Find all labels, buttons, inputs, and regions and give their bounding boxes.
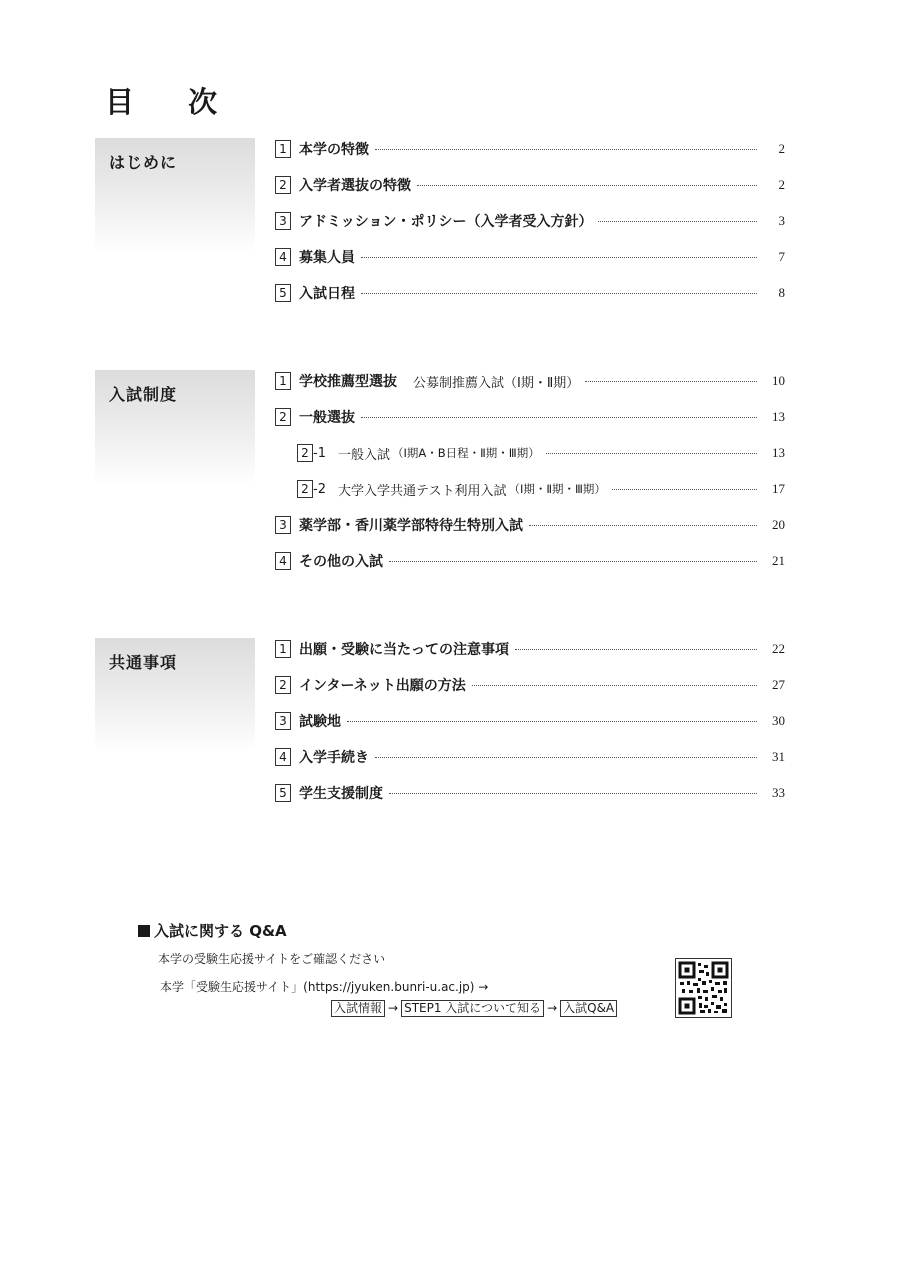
item-title: 募集人員: [299, 250, 355, 266]
toc-subitem[interactable]: [297, 442, 785, 464]
dot-leader: [546, 452, 757, 454]
arrow-right-icon: →: [388, 1001, 399, 1015]
qa-title: 入試に関する Q&A: [138, 920, 287, 941]
item-suffix: -2: [313, 481, 326, 497]
page-number: 27: [772, 677, 785, 692]
item-number: 1: [275, 140, 291, 158]
toc-item[interactable]: [275, 282, 785, 304]
toc-item[interactable]: [275, 674, 785, 696]
dot-leader: [361, 256, 757, 258]
item-number: 5: [275, 284, 291, 302]
toc-item[interactable]: [275, 746, 785, 768]
item-number: 2: [275, 176, 291, 194]
dot-leader: [472, 684, 757, 686]
section-introduction: [95, 138, 795, 318]
page-number: 3: [778, 213, 785, 228]
item-title: その他の入試: [299, 554, 383, 570]
toc-item[interactable]: [275, 138, 785, 160]
dot-leader: [389, 560, 757, 562]
page-number: 21: [772, 553, 785, 568]
page-number: 2: [778, 177, 785, 192]
toc-item[interactable]: [275, 782, 785, 804]
item-title: 入学手続き: [299, 750, 369, 766]
path-step-1[interactable]: STEP1 入試について知る: [401, 1000, 544, 1017]
path-step-admission-info[interactable]: 入試情報: [331, 1000, 385, 1017]
item-title: 学生支援制度: [299, 786, 383, 802]
item-number: 3: [275, 712, 291, 730]
item-number: 4: [275, 748, 291, 766]
page-number: 8: [778, 285, 785, 300]
toc-item[interactable]: [275, 370, 785, 392]
page-number: 31: [772, 749, 785, 764]
dot-leader: [612, 488, 757, 490]
page-number: 17: [772, 481, 785, 496]
item-note: （Ⅰ期A・B日程・Ⅱ期・Ⅲ期）: [391, 446, 540, 460]
item-title: 入試日程: [299, 286, 355, 302]
arrow-right-icon: →: [547, 1001, 558, 1015]
item-title: アドミッション・ポリシー（入学者受入方針）: [299, 214, 593, 230]
toc-subitem[interactable]: [297, 478, 785, 500]
item-number: 2: [297, 480, 313, 498]
dot-leader: [375, 756, 757, 758]
item-number: 5: [275, 784, 291, 802]
item-title: 本学の特徴: [299, 142, 369, 158]
dot-leader: [361, 416, 757, 418]
item-title: 試験地: [299, 714, 341, 730]
page-number: 13: [772, 445, 785, 460]
item-number: 3: [275, 212, 291, 230]
dot-leader: [515, 648, 757, 650]
qa-navigation-path: [331, 1000, 617, 1017]
qa-site-link[interactable]: 本学「受験生応援サイト」(https://jyuken.bunri-u.ac.jp) →: [160, 980, 489, 994]
section-label: はじめに: [95, 138, 255, 253]
item-title: 大学入学共通テスト利用入試: [337, 483, 507, 499]
toc-item[interactable]: [275, 174, 785, 196]
qa-section: [138, 920, 738, 1030]
page-number: 7: [778, 249, 785, 264]
item-title: インターネット出願の方法: [299, 678, 466, 694]
item-suffix: -1: [313, 445, 326, 461]
toc-item[interactable]: [275, 710, 785, 732]
path-step-qa[interactable]: 入試Q&A: [560, 1000, 617, 1017]
dot-leader: [529, 524, 757, 526]
dot-leader: [389, 792, 757, 794]
item-number: 1: [275, 640, 291, 658]
page-number: 22: [772, 641, 785, 656]
section-admission-system: [95, 370, 795, 580]
page-number: 10: [772, 373, 785, 388]
item-number: 3: [275, 516, 291, 534]
item-number: 2: [275, 408, 291, 426]
item-title: 一般入試: [337, 447, 390, 463]
item-number: 1: [275, 372, 291, 390]
section-label: 共通事項: [95, 638, 255, 753]
page-title: 目 次: [105, 85, 240, 119]
item-title: 学校推薦型選抜: [299, 374, 397, 390]
page-number: 30: [772, 713, 785, 728]
dot-leader: [361, 292, 757, 294]
toc-item[interactable]: [275, 210, 785, 232]
dot-leader: [375, 148, 757, 150]
item-number: 4: [275, 552, 291, 570]
toc-item[interactable]: [275, 638, 785, 660]
qa-instruction: 本学の受験生応援サイトをご確認ください: [158, 952, 386, 966]
dot-leader: [417, 184, 757, 186]
section-common-matters: [95, 638, 795, 818]
item-title: 入学者選抜の特徴: [299, 178, 411, 194]
toc-item[interactable]: [275, 514, 785, 536]
dot-leader: [585, 380, 757, 382]
item-number: 2: [297, 444, 313, 462]
item-title: 出願・受験に当たっての注意事項: [299, 642, 509, 658]
item-title: 薬学部・香川薬学部特待生特別入試: [299, 518, 523, 534]
dot-leader: [347, 720, 757, 722]
toc-item[interactable]: [275, 406, 785, 428]
dot-leader: [598, 220, 757, 222]
item-number: 4: [275, 248, 291, 266]
page-number: 2: [778, 141, 785, 156]
item-note: 公募制推薦入試（Ⅰ期・Ⅱ期）: [413, 375, 580, 391]
toc-item[interactable]: [275, 550, 785, 572]
page-number: 33: [772, 785, 785, 800]
section-label: 入試制度: [95, 370, 255, 485]
toc-item[interactable]: [275, 246, 785, 268]
qr-code-icon[interactable]: [675, 958, 732, 1018]
item-title: 一般選抜: [299, 410, 355, 426]
item-note: （Ⅰ期・Ⅱ期・Ⅲ期）: [508, 482, 606, 496]
page-number: 13: [772, 409, 785, 424]
item-number: 2: [275, 676, 291, 694]
square-bullet-icon: [138, 925, 150, 937]
page-number: 20: [772, 517, 785, 532]
